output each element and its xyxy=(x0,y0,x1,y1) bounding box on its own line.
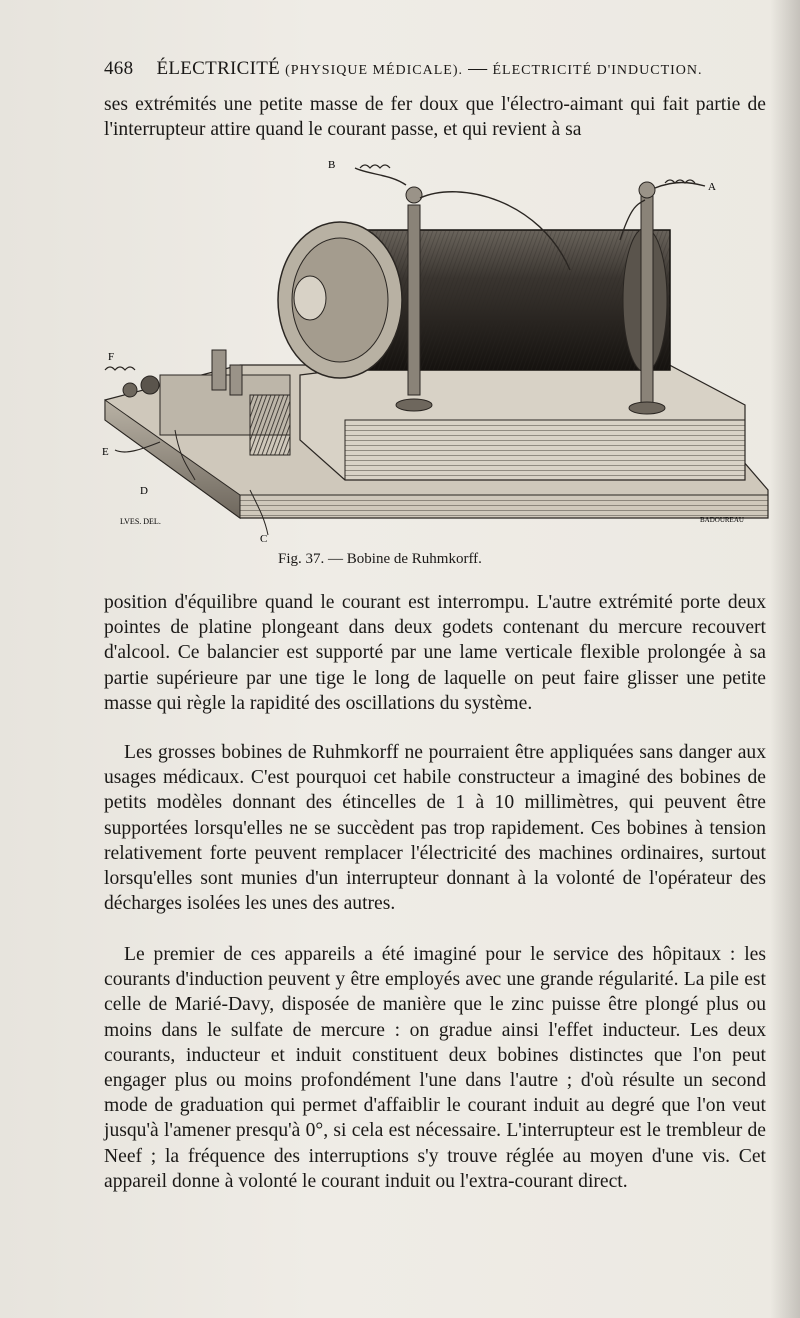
paragraph-2: Les grosses bobines de Ruhmkorff ne pourraient être appliquées sans danger aux usages médicaux. C'est pourquoi cet habile constructeur a imaginé des bobines de petits modèles donnant des étincelles de 1 à 10 millimètres, qui peuvent être supportées lorsqu'elles ne se succèdent pas trop rapidement. Ces bobines à tension relativement forte peuvent remplacer l'électricité des machines ordinaires, surtout lorsqu'elles sont munies d'un interrupteur donnant à la volonté de l'opérateur des décharges isolées les unes des autres. xyxy=(104,742,766,915)
paragraph-continuation-top: ses extrémités une petite masse de fer doux que l'électro-aimant qui fait partie de l'interrupteur attire quand le courant passe, et qui revient à sa xyxy=(104,94,766,141)
header-section: ÉLECTRICITÉ D'INDUCTION. xyxy=(492,63,703,78)
page-edge-shadow xyxy=(770,0,800,1318)
figure-label-f: F xyxy=(108,351,115,363)
engraver-signature: BADOUREAU xyxy=(700,516,744,524)
artist-signature: LVES. DEL. xyxy=(120,517,161,526)
figure-caption: Fig. 37. — Bobine de Ruhmkorff. xyxy=(278,551,482,567)
header-dash: — xyxy=(468,58,488,79)
running-header xyxy=(104,58,764,80)
header-title: ÉLECTRICITÉ xyxy=(156,58,281,79)
paragraph-3: Le premier de ces appareils a été imaginé pour le service des hôpitaux : les courants d'induction peuvent y être employés avec une grande régularité. La pile est celle de Marié-Davy, disposée de manière que le zinc puisse être plongé plus ou moins dans le sulfate de mercure : on gradue ainsi l'effet inducteur. Les deux courants, inducteur et induit constituent deux bobines distinctes que l'on peut engager plus ou moins profondément l'une dans l'autre ; d'où résulte un second mode de graduation qui permet d'affaiblir le courant induit au degré que l'on veut jusqu'à l'amener presqu'à 0°, si cela est nécessaire. L'interrupteur est le trembleur de Neef ; la fréquence des interruptions s'y trouve réglée au moyen d'une vis. Cet appareil donne à volonté le courant induit ou l'extra-courant direct. xyxy=(104,944,766,1192)
ruhmkorff-coil-engraving xyxy=(100,150,770,545)
header-subtitle: (PHYSIQUE MÉDICALE). xyxy=(285,63,464,78)
figure-label-c: C xyxy=(260,533,268,545)
figure-label-d: D xyxy=(140,485,148,497)
figure-label-a: A xyxy=(708,181,716,193)
figure-ruhmkorff-coil xyxy=(100,150,770,545)
page-number: 468 xyxy=(104,58,134,79)
figure-label-e: E xyxy=(102,446,109,458)
figure-label-b: B xyxy=(328,159,336,171)
paragraph-1: position d'équilibre quand le courant est interrompu. L'autre extrémité porte deux pointes de platine plongeant dans deux godets contenant du mercure recouvert d'alcool. Ce balancier est supporté par une lame verticale flexible prolongée à sa partie supérieure par une tige le long de laquelle on peut faire glisser une petite masse qui règle la rapidité des oscillations du système. xyxy=(104,592,766,714)
